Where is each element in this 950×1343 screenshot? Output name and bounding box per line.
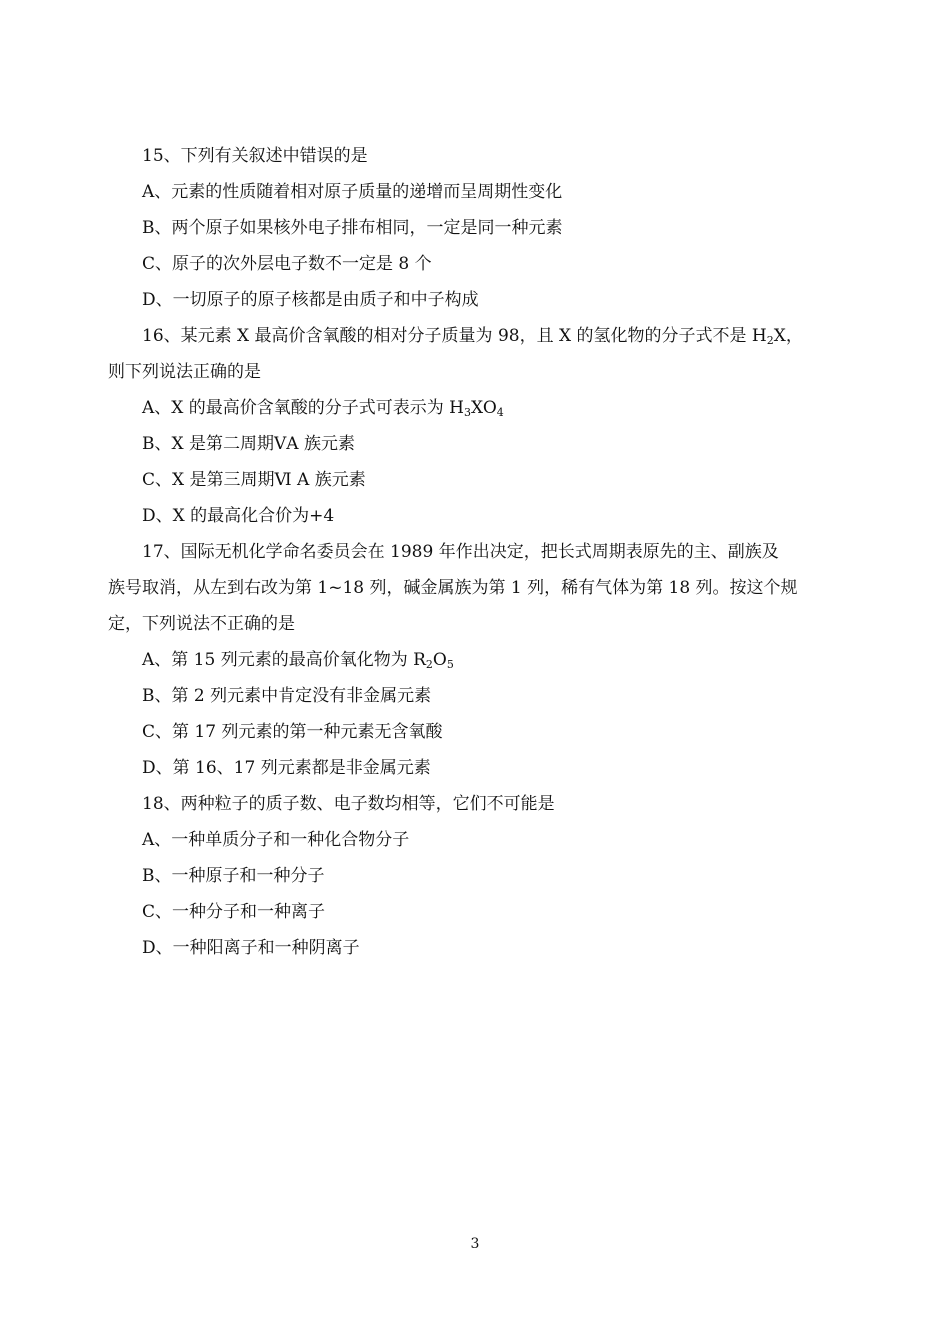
question-18-option-b: B、一种原子和一种分子 <box>142 866 325 886</box>
question-15-stem: 15、下列有关叙述中错误的是 <box>142 146 368 166</box>
question-15-option-b: B、两个原子如果核外电子排布相同，一定是同一种元素 <box>142 218 563 238</box>
question-17-option-c: C、第 17 列元素的第一种元素无含氧酸 <box>142 722 443 742</box>
q17-option-a-text: A、第 15 列元素的最高价氧化物为 R <box>142 650 426 670</box>
question-15-option-d: D、一切原子的原子核都是由质子和中子构成 <box>142 290 479 310</box>
question-17-option-a <box>108 642 850 678</box>
q17-option-a-sub-1: 2 <box>425 658 433 671</box>
question-17-stem-line-1: 17、国际无机化学命名委员会在 1989 年作出决定，把长式周期表原先的主、副族及 <box>142 542 779 562</box>
question-17-stem-line-3: 定，下列说法不正确的是 <box>108 614 295 634</box>
question-15-option-c: C、原子的次外层电子数不一定是 8 个 <box>142 254 432 274</box>
q17-option-a-sub-2: 5 <box>446 658 454 671</box>
q16-option-a-text: A、X 的最高价含氧酸的分子式可表示为 H <box>142 398 465 418</box>
question-16-option-a <box>108 390 850 426</box>
q16-stem-suffix: X， <box>773 326 803 346</box>
question-18-option-c: C、一种分子和一种离子 <box>142 902 326 922</box>
question-17-option-d: D、第 16、17 列元素都是非金属元素 <box>142 758 431 778</box>
question-18-option-d: D、一种阳离子和一种阴离子 <box>142 938 360 958</box>
question-16-option-d: D、X 的最高化合价为+4 <box>142 506 335 526</box>
q16-stem-subscript: 2 <box>766 334 774 347</box>
question-16-stem-line-2: 则下列说法正确的是 <box>108 362 261 382</box>
question-15-option-a: A、元素的性质随着相对原子质量的递增而呈周期性变化 <box>142 182 563 202</box>
q17-option-a-mid: O <box>432 650 447 670</box>
question-16-option-b: B、X 是第二周期ⅤA 族元素 <box>142 434 355 454</box>
page-number: 3 <box>470 1236 480 1252</box>
q16-option-a-sub-1: 3 <box>464 406 472 419</box>
question-list <box>108 138 850 966</box>
question-18-option-a: A、一种单质分子和一种化合物分子 <box>142 830 410 850</box>
question-18-stem: 18、两种粒子的质子数、电子数均相等，它们不可能是 <box>142 794 555 814</box>
question-16-option-c: C、X 是第三周期Ⅵ A 族元素 <box>142 470 366 490</box>
q16-option-a-mid: XO <box>471 398 497 418</box>
question-17-stem-line-2: 族号取消，从左到右改为第 1~18 列，碱金属族为第 1 列，稀有气体为第 18 列。按这个规 <box>108 578 798 598</box>
q16-stem-text: 16、某元素 X 最高价含氧酸的相对分子质量为 98，且 X 的氢化物的分子式不是 H <box>142 326 767 346</box>
question-16-stem-line-1 <box>108 318 850 354</box>
q16-option-a-sub-2: 4 <box>496 406 504 419</box>
question-17-option-b: B、第 2 列元素中肯定没有非金属元素 <box>142 686 432 706</box>
